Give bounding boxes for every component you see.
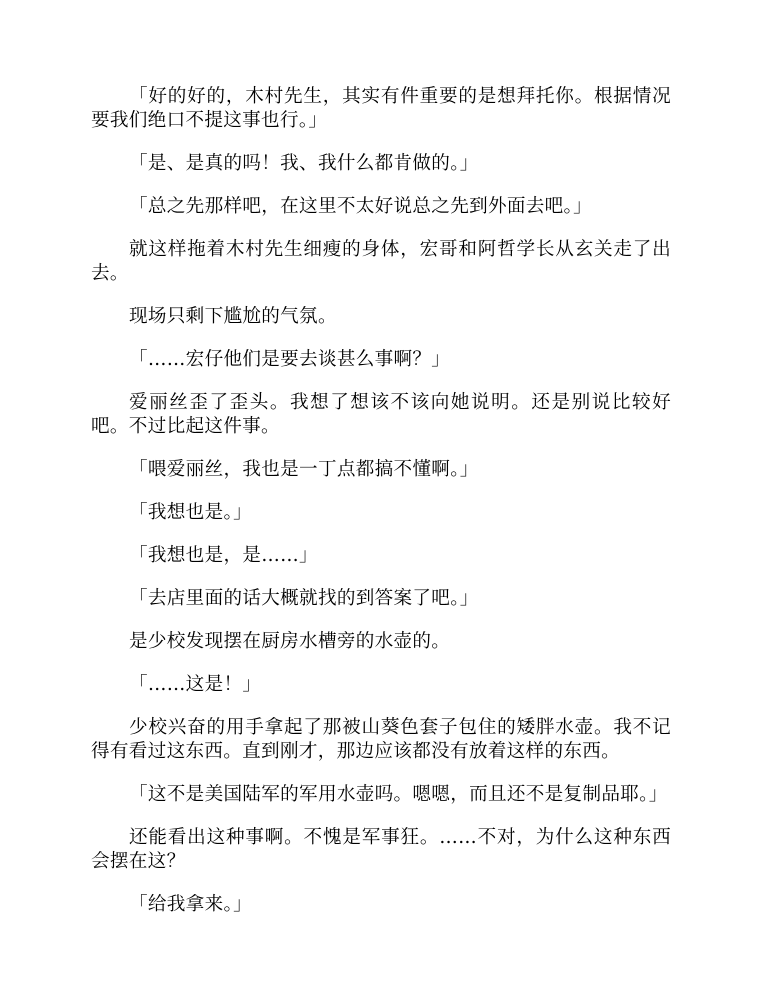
paragraph: 爱丽丝歪了歪头。我想了想该不该向她说明。还是别说比较好吧。不过比起这件事。 xyxy=(91,392,671,437)
paragraph: 「这不是美国陆军的军用水壶吗。嗯嗯，而且还不是复制品耶。」 xyxy=(129,784,668,805)
paragraph: 「给我拿来。」 xyxy=(129,894,252,915)
paragraph: 少校兴奋的用手拿起了那被山葵色套子包住的矮胖水壶。我不记得有看过这东西。直到刚才，那边应该都没有放着这样的东西。 xyxy=(91,717,671,762)
paragraph: 「总之先那样吧，在这里不太好说总之先到外面去吧。」 xyxy=(129,196,593,217)
paragraph: 「喂爱丽丝，我也是一丁点都搞不懂啊。」 xyxy=(129,459,479,480)
paragraph: 是少校发现摆在厨房水槽旁的水壶的。 xyxy=(129,631,451,652)
paragraph: 现场只剩下尴尬的气氛。 xyxy=(129,306,337,327)
paragraph: 「好的好的，木村先生，其实有件重要的是想拜托你。根据情况要我们绝口不提这事也行。」 xyxy=(91,86,671,131)
paragraph: 「我想也是。」 xyxy=(129,502,252,523)
paragraph: 「是、是真的吗！我、我什么都肯做的。」 xyxy=(129,153,479,174)
paragraph: 还能看出这种事啊。不愧是军事狂。……不对，为什么这种东西会摆在这？ xyxy=(91,827,671,872)
text-body xyxy=(91,85,671,936)
paragraph: 就这样拖着木村先生细瘦的身体，宏哥和阿哲学长从玄关走了出去。 xyxy=(91,239,671,284)
paragraph: 「……这是！」 xyxy=(129,674,262,695)
paragraph: 「我想也是，是……」 xyxy=(129,545,318,566)
paragraph: 「……宏仔他们是要去谈甚么事啊？」 xyxy=(129,349,451,370)
paragraph: 「去店里面的话大概就找的到答案了吧。」 xyxy=(129,588,479,609)
